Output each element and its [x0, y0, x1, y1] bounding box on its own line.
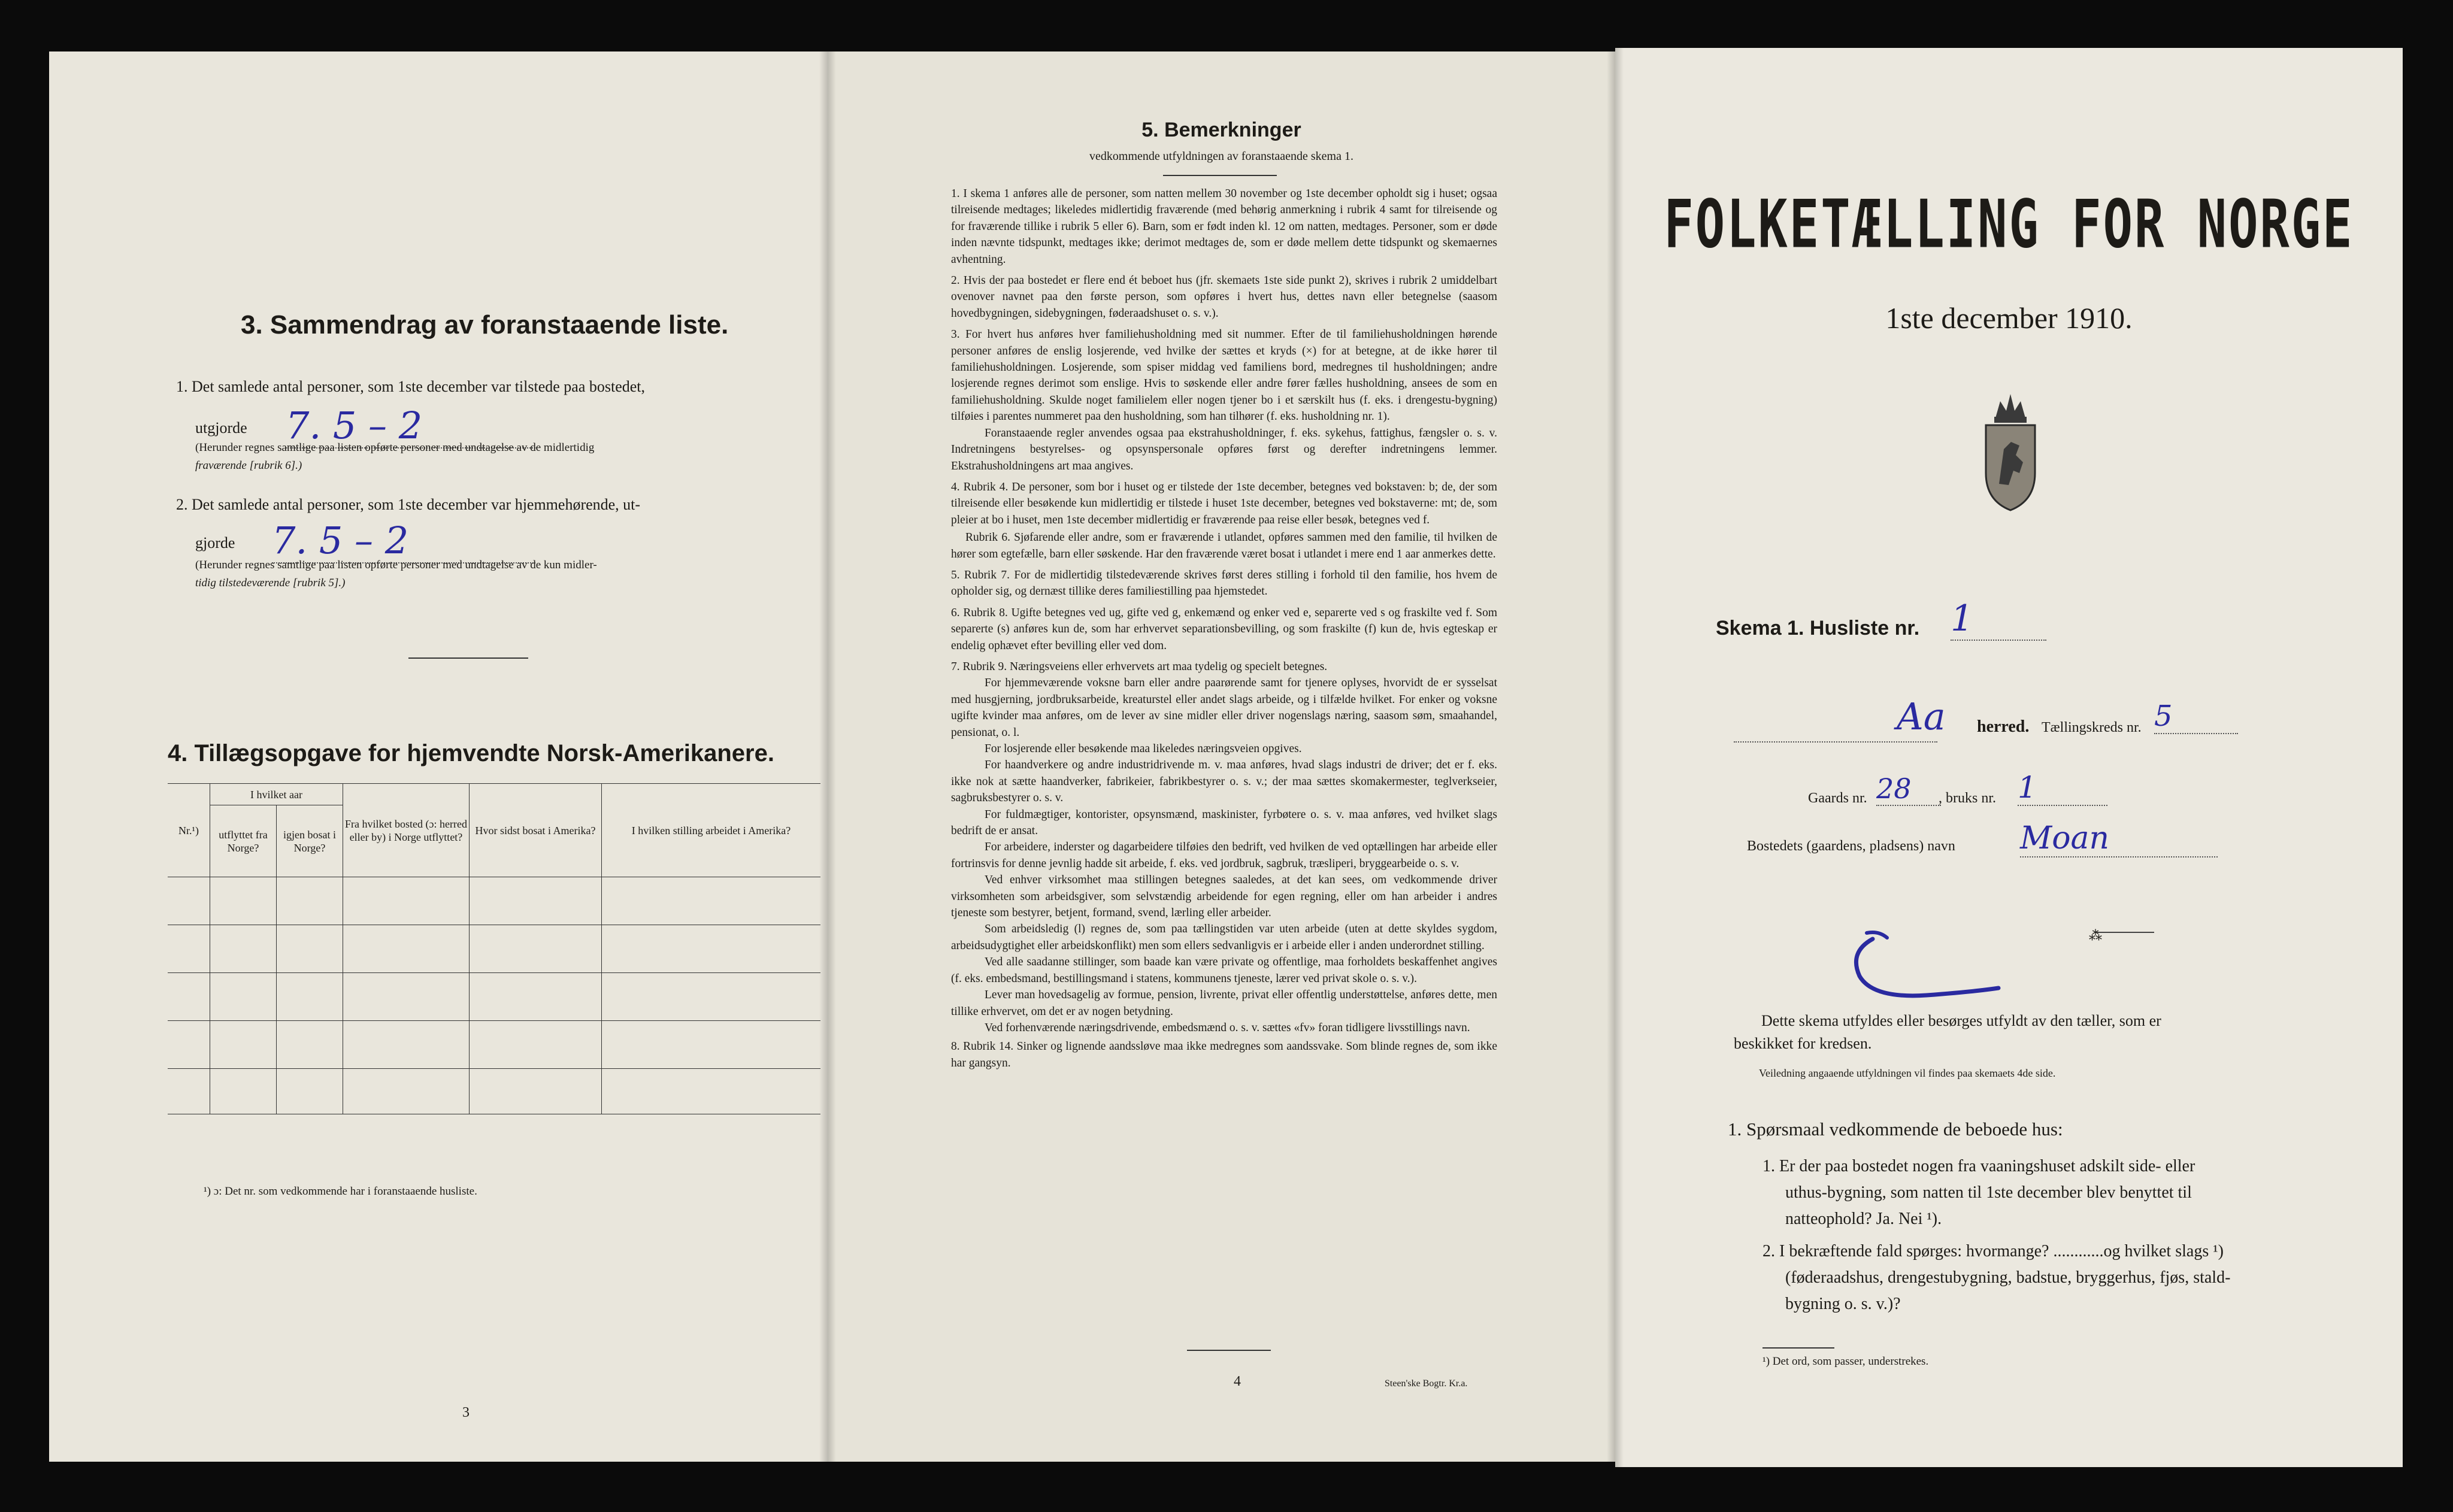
question1-line3: natteophold? Ja. Nei ¹). — [1785, 1210, 1942, 1228]
intro-line2: beskikket for kredsen. — [1734, 1035, 1872, 1052]
col-fra-bosted: Fra hvilket bosted (ɔ: herred eller by) i Norge utflyttet? — [343, 784, 470, 877]
item2-utgjorde-label: gjorde — [195, 534, 235, 552]
bottom-rule — [1187, 1350, 1271, 1351]
ornament: ⁂ — [2089, 928, 2102, 943]
taellingskreds-label: Tællingskreds nr. — [2042, 720, 2142, 735]
page-crease — [819, 51, 828, 1462]
skema-label: Skema 1. Husliste nr. — [1716, 617, 1920, 640]
document-date: 1ste december 1910. — [1885, 301, 2133, 335]
table-row — [168, 973, 820, 1021]
paragraph-8: 8. Rubrik 14. Sinker og lignende aandssløve maa ikke medregnes som aandssvake. Som blinde regnes de, som ikke har gangsyn. — [951, 1040, 1497, 1069]
paragraph-3: 3. For hvert hus anføres hver familiehusholdning med sit nummer. Efter de til familiehusholdningen hørende personer anføres de enslig losjerende, ved hvilke der sættes et kryds (×) for at betegne, at de ikke hører til familiehusholdningen. Losjerende, som spiser middag ved familiens bord, medregnes til husholdningen; andre losjerende regnes derimot som enslige. Hvis to søskende eller andre fører fælles husholdning, ansees de som en familiehusholdning. Skulde noget familielem eller nogen tjener bo i et særskilt hus (f. eks. i drengestu-bygning) tilføies i parentes nummeret paa den husholdning, som han tilhører (f. eks. husholdning nr. 1). — [951, 328, 1497, 423]
item2-text: 2. Det samlede antal personer, som 1ste december var hjemmehørende, ut- — [176, 496, 641, 513]
veiledning-note: Veiledning angaaende utfyldningen vil findes paa skemaets 4de side. — [1759, 1067, 2056, 1079]
paragraph-4b: Rubrik 6. Sjøfarende eller andre, som er fraværende i utlandet, opføres sammen med den familie, til hvilken de hører som egtefælle, barn eller søskende. Har den fraværende været bosat i utlandet i mere end 1 aar anmerkes dette. — [951, 531, 1497, 560]
paragraph-7b: For losjerende eller besøkende maa likeledes næringsveien opgives. — [985, 743, 1302, 755]
right-page — [1615, 48, 2403, 1467]
page-number-3: 3 — [462, 1405, 470, 1420]
paragraph-6: 6. Rubrik 8. Ugifte betegnes ved ug, gifte ved g, enkemænd og enker ved e, separerte ved s og fraskilte ved f. Som separerte (s) anføres kun de, som har erhvervet separationsbevilling, og som fraskilte (f) kun de, hvis egteskap er endelig ophævet efter bevilling eller ved dom. — [951, 606, 1497, 652]
husliste-number: 1 — [1951, 598, 2046, 641]
item1-note-line2: fraværende [rubrik 6].) — [195, 459, 302, 472]
col-hvilket-aar: I hvilket aar — [210, 784, 343, 805]
table-row — [168, 1069, 820, 1114]
item2-note-line2: tidig tilstedeværende [rubrik 5].) — [195, 577, 346, 589]
paragraph-7g: Som arbeidsledig (l) regnes de, som paa tællingstiden var uten arbeide (uten at dette skyldes sygdom, arbeidsudygtighet eller arbeidskonflikt) men som ellers sedvanligvis er i arbeide eller i anden underordnet stilling. — [951, 923, 1497, 952]
norsk-amerikanere-table — [168, 783, 820, 1114]
paragraph-2: 2. Hvis der paa bostedet er flere end ét beboet hus (jfr. skemaets 1ste side punkt 2), skrives i rubrik 2 umiddelbart ovenover navnet paa den første person, som opføres i hvert hus, dettes navn eller betegnelse (saasom hovedbygningen, sidebygningen, føderaadshuset o. s. v.). — [951, 274, 1497, 320]
gaards-value: 28 — [1876, 772, 1941, 806]
page-number-4: 4 — [1234, 1374, 1241, 1389]
col-utflyttet: utflyttet fra Norge? — [210, 805, 277, 877]
section-3-title: 3. Sammendrag av foranstaaende liste. — [241, 310, 729, 340]
gaards-label: Gaards nr. — [1808, 790, 1867, 806]
printer-credit: Steen'ske Bogtr. Kr.a. — [1385, 1378, 1468, 1389]
bosted-value: Moan — [2020, 820, 2218, 857]
table-row — [168, 877, 820, 925]
question2-line2: (føderaadshus, drengestubygning, badstue, bryggerhus, fjøs, stald- — [1785, 1268, 2231, 1287]
item2-note-line1: (Herunder regnes samtlige paa listen opførte personer med undtagelse av de kun midler- — [195, 559, 597, 571]
paragraph-1: 1. I skema 1 anføres alle de personer, som natten mellem 30 november og 1ste december opholdt sig i huset; ogsaa tilreisende medtages; likeledes midlertidig fraværende (med behørig anmerkning i rubrik 4 samt for tilreisende og for fraværende tillike i rubrik 5 eller 6). Barn, som er født inden kl. 12 om natten, medtages. Personer, som er døde inden nævnte tidspunkt, medtages ikke; derimot medtages de, som er døde mellem dette tidspunkt og skemaernes avhentning. — [951, 187, 1497, 266]
paragraph-7c: For haandverkere og andre industridrivende m. v. maa anføres, hvad slags industri de driver; det er f. eks. ikke nok at sætte haandverker, fabrikeier, fabrikbestyrer o. s. v.; der maa sættes skomakermester, teglverkseier, sagbruksbestyrer o. s. v. — [951, 759, 1497, 805]
bruks-value: 1 — [2018, 770, 2107, 806]
paragraph-3b: Foranstaaende regler anvendes ogsaa paa ekstrahusholdninger, f. eks. sykehus, fattighus, fængsler o. s. v. Indretningens bestyrelses- og opsynspersonale opføres først og derefter indretningens lemmer. Ekstrahusholdningens art maa angives. — [951, 426, 1497, 472]
paragraph-7a: For hjemmeværende voksne barn eller andre paarørende samt for tjenere oplyses, hvorvidt de er sysselsat med husgjerning, jordbruksarbeide, kreaturstel eller andet slags arbeide, og i tilfælde hvilket. For enker og voksne ugifte kvinder maa anføres, om de lever av sine midler eller driver nogenslags næring, saasom søm, smaahandel, pensionat, o. l. — [951, 677, 1497, 739]
handwritten-mark-icon — [1843, 928, 2022, 1006]
table-footnote: ¹) ɔ: Det nr. som vedkommende har i foranstaaende husliste. — [204, 1185, 477, 1198]
page-crease — [1607, 51, 1615, 1462]
col-igjen: igjen bosat i Norge? — [277, 805, 343, 877]
bruks-label: , bruks nr. — [1939, 790, 1996, 806]
table-row — [168, 925, 820, 973]
item1-note-line1: (Herunder regnes samtlige paa listen opførte personer med undtagelse av de midlertidig — [195, 441, 595, 454]
footnote-rule — [1762, 1347, 1834, 1349]
herred-label: herred. — [1977, 717, 2030, 736]
paragraph-7e: For arbeidere, inderster og dagarbeidere tilføies den bedrift, ved hvilken de ved optællingen har arbeide eller fortrinsvis for denne jevnlig hadde sit arbeide, f. eks. ved jordbruk, sagbruk, træsliperi, bryggearbeide o. s. v. — [951, 841, 1497, 870]
question1-line1: 1. Er der paa bostedet nogen fra vaaningshuset adskilt side- eller — [1762, 1157, 2195, 1175]
herred-value: Aa — [1897, 695, 1946, 738]
col-hvor-sidst: Hvor sidst bosat i Amerika? — [470, 784, 602, 877]
paragraph-7h: Ved alle saadanne stillinger, som baade kan være private og offentlige, maa forholdets beskaffenhet angives (f. eks. embedsmand, bestillingsmand i statens, kommunens tjeneste, lærer ved privat skole o. s. v.). — [951, 956, 1497, 985]
bosted-label: Bostedets (gaardens, pladsens) navn — [1747, 838, 1955, 854]
item1-text: 1. Det samlede antal personer, som 1ste december var tilstede paa bostedet, — [176, 378, 646, 395]
paragraph-5: 5. Rubrik 7. For de midlertidig tilstedeværende skrives først deres stilling i forhold til den familie, hos hvem de opholder sig, og dernæst tillike deres familiestilling paa hjemstedet. — [951, 568, 1497, 598]
heading-rule — [1163, 175, 1277, 176]
section-divider — [408, 657, 528, 659]
col-stilling: I hvilken stilling arbeidet i Amerika? — [602, 784, 821, 877]
bemerkninger-body — [951, 186, 1497, 1071]
section-4-title: 4. Tillægsopgave for hjemvendte Norsk-Amerikanere. — [168, 740, 774, 766]
question1-line2: uthus-bygning, som natten til 1ste december blev benyttet til — [1785, 1183, 2192, 1202]
table-row — [168, 1021, 820, 1069]
intro-line1: Dette skema utfyldes eller besørges utfyldt av den tæller, som er — [1761, 1012, 2161, 1029]
page-crease — [828, 51, 836, 1462]
paragraph-7f: Ved enhver virksomhet maa stillingen betegnes saaledes, at det kan sees, om vedkommende driver virksomheten som arbeidsgiver, som selvstændig arbeidende for egen regning, eller om han arbeider i andres tjeneste som bestyrer, betjent, formand, svend, lærling eller arbeider. — [951, 874, 1497, 920]
left-page — [49, 51, 828, 1462]
paragraph-4: 4. Rubrik 4. De personer, som bor i huset og er tilstede der 1ste december, betegnes ved bokstaven: b; de, der som tilreisende eller besøkende kun midlertidig er tilstede i huset 1ste december, betegnes ved bokstaverne: mt; de, som pleier at bo i huset, men 1ste december midlertidig er fraværende paa reise eller besøk, betegnes ved f. — [951, 480, 1497, 526]
col-nr: Nr.¹) — [168, 784, 210, 877]
item1-utgjorde-label: utgjorde — [195, 419, 247, 437]
middle-page — [828, 51, 1615, 1462]
taellingskreds-value: 5 — [2154, 699, 2238, 734]
paragraph-7: 7. Rubrik 9. Næringsveiens eller erhvervets art maa tydelig og specielt betegnes. — [951, 660, 1328, 673]
questions-header: 1. Spørsmaal vedkommende de beboede hus: — [1728, 1119, 2063, 1140]
paragraph-7d: For fuldmægtiger, kontorister, opsynsmænd, maskinister, fyrbøtere o. s. v. maa anføres, ved hvilket slags bedrift de er ansat. — [951, 808, 1497, 838]
question2-line3: bygning o. s. v.)? — [1785, 1295, 1901, 1313]
item1-value: 7. 5 – 2 — [286, 404, 537, 449]
bemerkninger-heading: 5. Bemerkninger — [1141, 119, 1301, 141]
paragraph-7i: Lever man hovedsagelig av formue, pension, livrente, privat eller offentlig understøttelse, anføres dette, men tillike erhvervet, om det er av nogen betydning. — [951, 989, 1497, 1018]
norway-coat-of-arms-icon — [1977, 383, 2043, 515]
paragraph-7j: Ved forhenværende næringsdrivende, embedsmænd o. s. v. sættes «fv» foran tidligere livsstillings navn. — [985, 1021, 1470, 1034]
item2-value: 7. 5 – 2 — [272, 519, 535, 563]
document-title: FOLKETÆLLING FOR NORGE — [1664, 186, 2354, 263]
bemerkninger-subheading: vedkommende utfyldningen av foranstaaende skema 1. — [1089, 150, 1353, 163]
question2-line1: 2. I bekræftende fald spørges: hvormange? ............og hvilket slags ¹) — [1762, 1242, 2224, 1260]
right-footnote: ¹) Det ord, som passer, understrekes. — [1762, 1355, 1929, 1368]
